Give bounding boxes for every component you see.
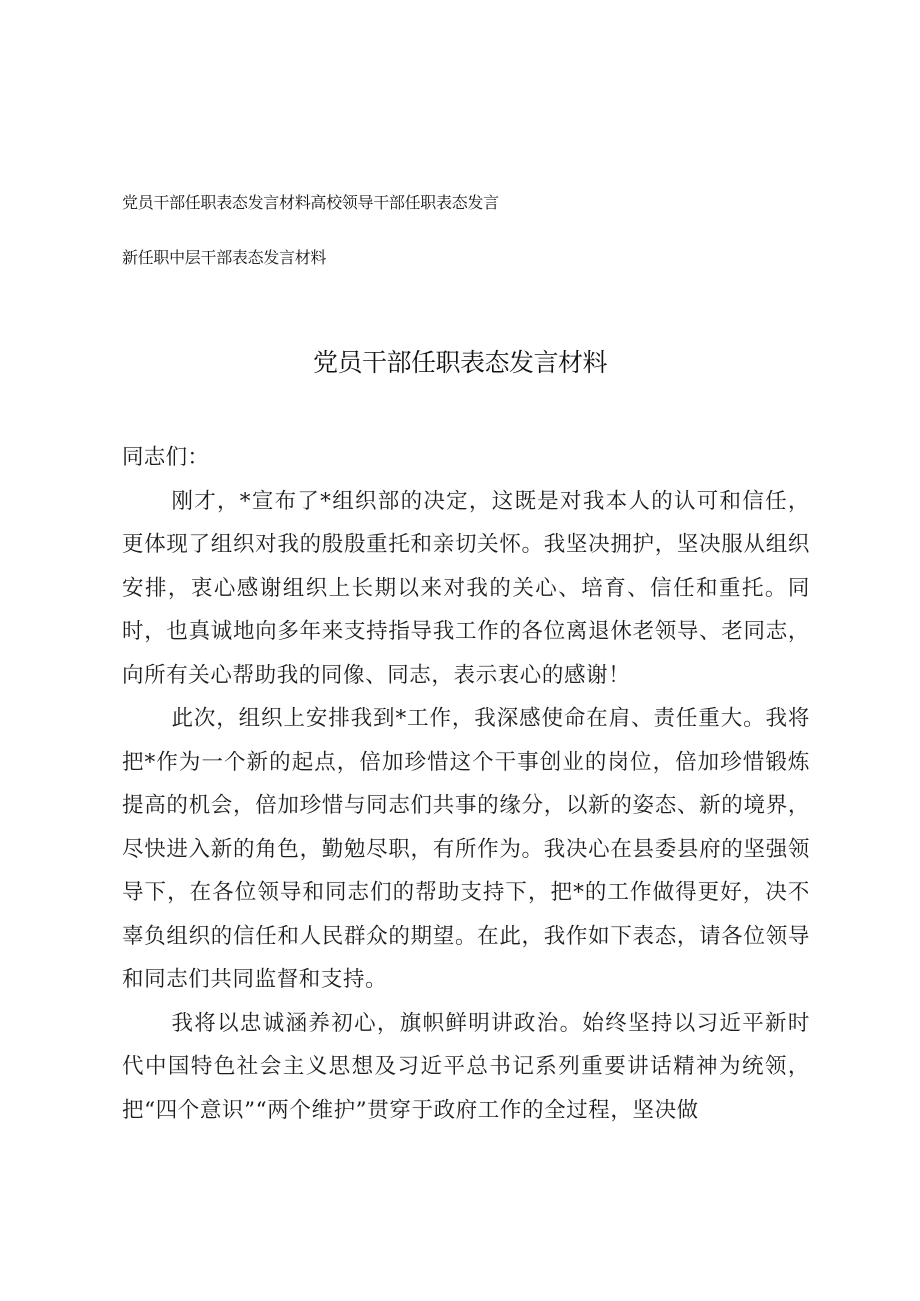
document-title: 党员干部任职表态发言材料 (312, 348, 607, 377)
paragraph-1: 刚才，*宣布了*组织部的决定，这既是对我本人的认可和信任，更体现了组织对我的殷殷重托和亲切关怀。我坚决拥护，坚决服从组织安排，衷心感谢组织上长期以来对我的关心、培育、信任和重托。同时，也真诚地向多年来支持指导我工作的各位离退休老领导、老同志，向所有关心帮助我的同像、同志，表示衷心的感谢！ (122, 488, 810, 688)
paragraph-3: 我将以忠诚涵养初心，旗帜鲜明讲政治。始终坚持以习近平新时代中国特色社会主义思想及习近平总书记系列重要讲话精神为统领，把“四个意识”“两个维护”贯穿于政府工作的全过程，坚决做 (122, 1010, 810, 1123)
salutation: 同志们： (122, 445, 210, 470)
paragraph-2: 此次，组织上安排我到*工作，我深感使命在肩、责任重大。我将把*作为一个新的起点，倍加珍惜这个干事创业的岗位，倍加珍惜锻炼提高的机会，倍加珍惜与同志们共事的缘分，以新的姿态、新的境界，尽快进入新的角色，勤勉尽职，有所作为。我决心在县委县府的坚强领导下，在各位领导和同志们的帮助支持下，把*的工作做得更好，决不辜负组织的信任和人民群众的期望。在此，我作如下表态，请各位领导和同志们共同监督和支持。 (122, 706, 810, 992)
document-body (122, 436, 810, 1132)
header-line-1: 党员干部任职表态发言材料高校领导干部任职表态发言 (122, 193, 499, 212)
header-line-2: 新任职中层干部表态发言材料 (122, 248, 327, 267)
